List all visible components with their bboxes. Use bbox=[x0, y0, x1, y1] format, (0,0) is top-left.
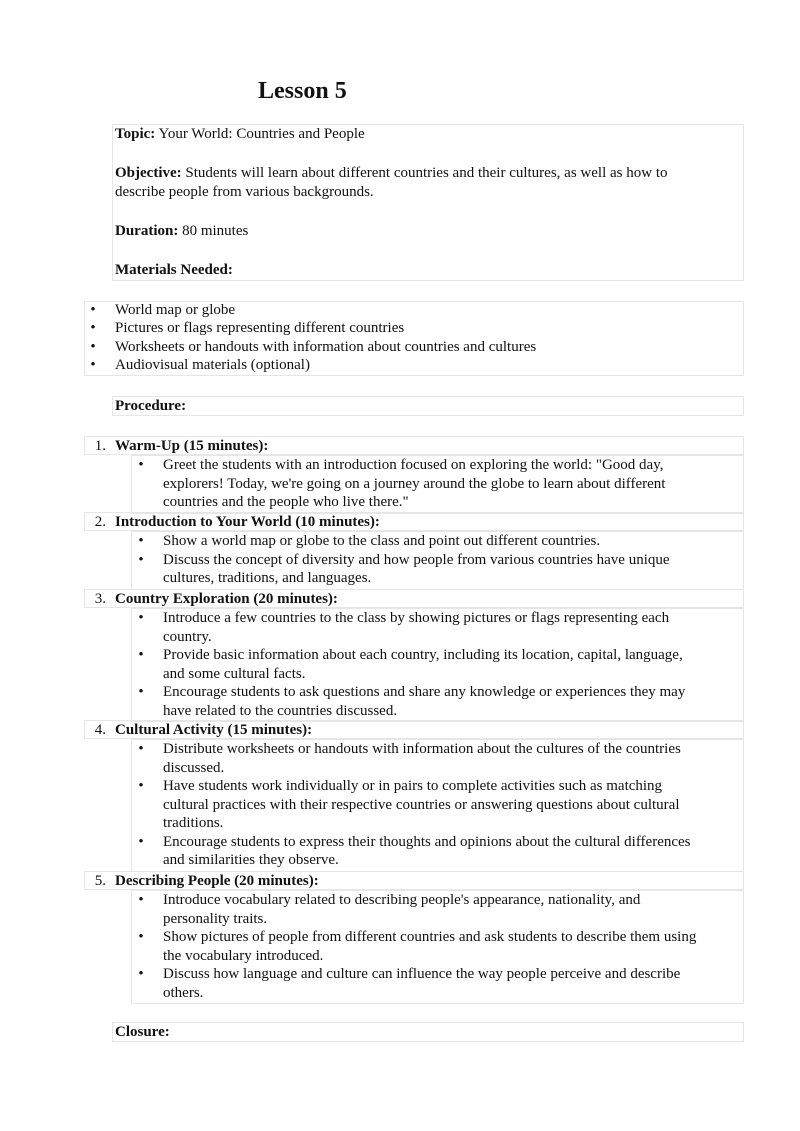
bullet-icon: • bbox=[138, 833, 144, 850]
step-title: Warm-Up (15 minutes): bbox=[115, 438, 269, 454]
step-bullet-text: cultural practices with their respective countries or answering questions about cultural bbox=[163, 796, 680, 813]
step-bullet-text: Encourage students to express their thoughts and opinions about the cultural differences bbox=[163, 833, 691, 850]
step-number: 3. bbox=[94, 591, 106, 607]
step-bullet-text: Have students work individually or in pairs to complete activities such as matching bbox=[163, 778, 663, 794]
step-title: Cultural Activity (15 minutes): bbox=[115, 722, 313, 738]
bullet-icon: • bbox=[90, 357, 96, 373]
step-bullet-text: explorers! Today, we're going on a journey around the globe to learn about different bbox=[163, 475, 666, 492]
objective-line bbox=[115, 164, 735, 183]
step-bullet-text: the vocabulary introduced. bbox=[163, 947, 324, 964]
materials-label: Materials Needed: bbox=[115, 262, 233, 278]
step-bullet-text: and some cultural facts. bbox=[163, 665, 306, 682]
step-number: 1. bbox=[94, 438, 106, 454]
step-bullet-text: Greet the students with an introduction focused on exploring the world: "Good day, bbox=[163, 457, 664, 473]
step-bullet-text: Provide basic information about each country, including its location, capital, language, bbox=[163, 647, 683, 663]
step-title: Introduction to Your World (10 minutes): bbox=[115, 514, 380, 530]
materials-item: Audiovisual materials (optional) bbox=[115, 357, 310, 373]
step-bullet-text: others. bbox=[163, 984, 204, 1001]
bullet-icon: • bbox=[138, 892, 144, 908]
step-number: 4. bbox=[94, 722, 106, 738]
step-bullet-text: Show a world map or globe to the class and point out different countries. bbox=[163, 533, 601, 549]
step-bullet-text: Show pictures of people from different countries and ask students to describe them using bbox=[163, 929, 697, 945]
page-title: Lesson 5 bbox=[258, 78, 347, 104]
bullet-icon: • bbox=[90, 302, 96, 318]
duration-value: 80 minutes bbox=[182, 223, 249, 239]
bullet-icon: • bbox=[138, 741, 144, 757]
objective-label: Objective: bbox=[115, 165, 182, 181]
step-bullet-text: Discuss how language and culture can influence the way people perceive and describe bbox=[163, 966, 681, 982]
topic-value: Your World: Countries and People bbox=[158, 126, 365, 142]
materials-item: Worksheets or handouts with information about countries and cultures bbox=[115, 339, 537, 355]
materials-item: Pictures or flags representing different countries bbox=[115, 320, 405, 336]
step-bullet-text: personality traits. bbox=[163, 910, 268, 927]
step-bullet-text: Distribute worksheets or handouts with information about the cultures of the countries bbox=[163, 741, 681, 757]
step-bullet-text: Introduce a few countries to the class by showing pictures or flags representing each bbox=[163, 610, 670, 626]
bullet-icon: • bbox=[138, 647, 144, 663]
step-bullet-text: countries and the people who live there." bbox=[163, 494, 409, 510]
topic-label: Topic: bbox=[115, 126, 156, 142]
bullet-icon: • bbox=[138, 778, 144, 794]
step-title: Describing People (20 minutes): bbox=[115, 873, 319, 889]
step-number: 2. bbox=[94, 514, 106, 530]
header-section-box bbox=[112, 124, 744, 281]
step-title: Country Exploration (20 minutes): bbox=[115, 591, 338, 607]
step-bullet-text: cultures, traditions, and languages. bbox=[163, 570, 372, 586]
step-bullet-text: country. bbox=[163, 628, 212, 645]
bullet-icon: • bbox=[138, 533, 144, 549]
bullet-icon: • bbox=[138, 966, 144, 982]
procedure-label: Procedure: bbox=[115, 398, 187, 414]
bullet-icon: • bbox=[90, 320, 96, 336]
closure-label: Closure: bbox=[115, 1024, 170, 1040]
bullet-icon: • bbox=[90, 339, 96, 355]
bullet-icon: • bbox=[138, 684, 144, 700]
step-bullet-text: Discuss the concept of diversity and how people from various countries have unique bbox=[163, 551, 670, 568]
objective-text-1: Students will learn about different countries and their cultures, as well as how to bbox=[185, 165, 668, 181]
step-bullet-text: Encourage students to ask questions and share any knowledge or experiences they may bbox=[163, 684, 686, 700]
materials-item: World map or globe bbox=[115, 302, 236, 318]
step-bullet-text: Introduce vocabulary related to describing people's appearance, nationality, and bbox=[163, 892, 641, 908]
bullet-icon: • bbox=[138, 610, 144, 626]
step-bullet-text: discussed. bbox=[163, 759, 225, 776]
step-bullet-text: have related to the countries discussed. bbox=[163, 702, 398, 719]
objective-line-2: describe people from various backgrounds. bbox=[115, 184, 374, 200]
duration-line bbox=[115, 222, 735, 241]
bullet-icon: • bbox=[138, 457, 144, 473]
step-bullet-text: and similarities they observe. bbox=[163, 852, 339, 868]
bullet-icon: • bbox=[138, 551, 144, 568]
bullet-icon: • bbox=[138, 929, 144, 945]
duration-label: Duration: bbox=[115, 223, 179, 239]
step-number: 5. bbox=[94, 873, 106, 889]
step-bullet-text: traditions. bbox=[163, 815, 224, 831]
topic-line bbox=[115, 125, 735, 144]
